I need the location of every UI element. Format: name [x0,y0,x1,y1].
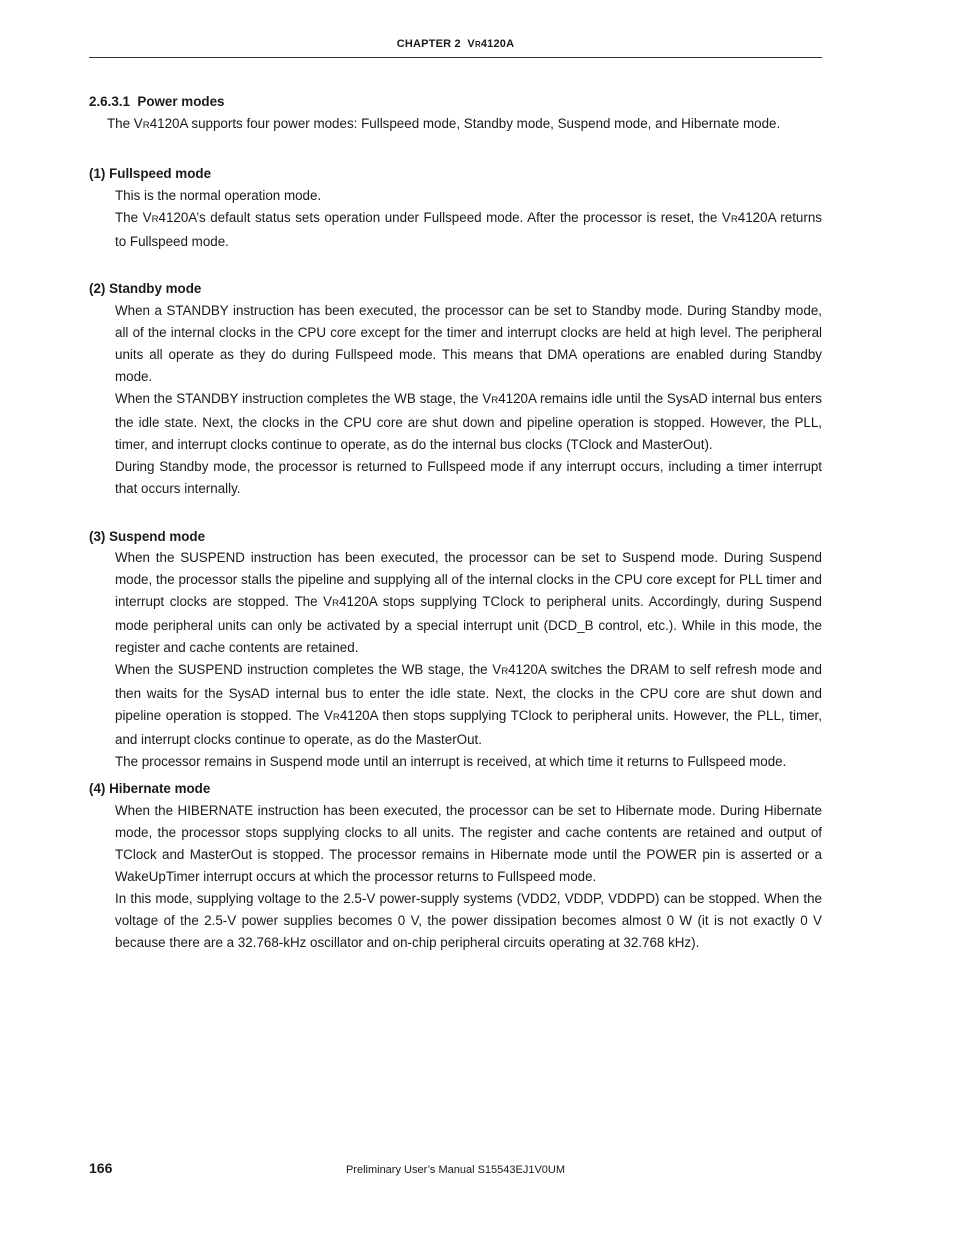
fullspeed-para-2: The VR4120A’s default status sets operation under Fullspeed mode. After the processor is reset, the VR4120A returns to Fullspeed mode. [115,209,822,249]
standby-para-1: When a STANDBY instruction has been executed, the processor can be set to Standby mode. During Standby mode, all of the internal clocks in the CPU core except for the timer and interrupt clocks are held at high level. The peripheral units all operate as they do during Fullspeed mode. This means that DMA operations are enabled during Standby mode. [115,303,822,385]
suspend-para-3: The processor remains in Suspend mode until an interrupt is received, at which time it returns to Fullspeed mode. [115,753,787,769]
fullspeed-title: (1) Fullspeed mode [89,165,212,181]
suspend-para-2: When the SUSPEND instruction completes the WB stage, the VR4120A switches the DRAM to self refresh mode and then waits for the SysAD internal bus to enter the idle state. Next, the clocks in the CPU core are shut down and pipeline operation is stopped. The VR4120A then stops supplying TClock to peripheral units. However, the PLL, timer, and interrupt clocks continue to operate, as do the MasterOut. [115,661,822,747]
suspend-section [89,526,822,773]
standby-title: (2) Standby mode [89,281,202,297]
hibernate-para-2: In this mode, supplying voltage to the 2.5-V power-supply systems (VDD2, VDDP, VDDPD) can be stopped. When the voltage of the 2.5-V power supplies becomes 0 V, the power dissipation becomes almost 0 W (it is not exactly 0 V because there are a 32.768-kHz oscillator and on-chip peripheral circuits operating at 32.768 kHz). [115,891,822,950]
chip-model: 4120A [480,38,515,50]
chip-r-subscript: R [474,40,481,49]
heading-title: Power modes [137,94,225,109]
standby-para-2: When the STANDBY instruction completes the WB stage, the VR4120A remains idle until the SysAD internal bus enters the idle state. Next, the clocks in the CPU core are shut down and pipeline operation is stopped. However, the PLL, timer, and interrupt clocks continue to operate, as do the internal bus clocks (TClock and MasterOut). [115,390,823,452]
hibernate-title: (4) Hibernate mode [89,781,211,797]
intro-paragraph: The VR4120A supports four power modes: Fullspeed mode, Standby mode, Suspend mode, and Hibernate mode. [107,115,781,131]
page-header [89,38,822,50]
header-rule [89,57,822,58]
suspend-title: (3) Suspend mode [89,528,206,544]
heading-number: 2.6.3.1 [89,94,130,109]
chapter-label: CHAPTER 2 [396,38,461,50]
hibernate-section [89,778,822,953]
fullspeed-para-1: This is the normal operation mode. [115,187,322,203]
section-heading [89,91,822,113]
chip-v: V [467,38,475,50]
standby-para-3: During Standby mode, the processor is returned to Fullspeed mode if any interrupt occurs, including a timer interrupt that occurs internally. [115,458,822,496]
page-number: 166 [89,1160,113,1176]
manual-id: Preliminary User’s Manual S15543EJ1V0UM [345,1164,566,1176]
page-content [89,91,822,954]
suspend-para-1: When the SUSPEND instruction has been executed, the processor can be set to Suspend mode. During Suspend mode, the processor stalls the pipeline and supplying all of the internal clocks in the CPU core except for PLL timer and interrupt clocks are stopped. The VR4120A stops supplying TClock to peripheral units. Accordingly, during Suspend mode peripheral units can only be activated by a special interrupt unit (DCD_B control, etc.). While in this mode, the register and cache contents are retained. [115,550,823,656]
standby-section [89,278,822,499]
fullspeed-section [89,163,822,253]
hibernate-para-1: When the HIBERNATE instruction has been executed, the processor can be set to Hibernate mode. During Hibernate mode, the processor stops supplying clocks to all units. The register and cache contents are retained and output of TClock and MasterOut is stopped. The processor remains in Hibernate mode until the POWER pin is asserted or a WakeUpTimer interrupt occurs at which the processor returns to Fullspeed mode. [115,803,822,885]
